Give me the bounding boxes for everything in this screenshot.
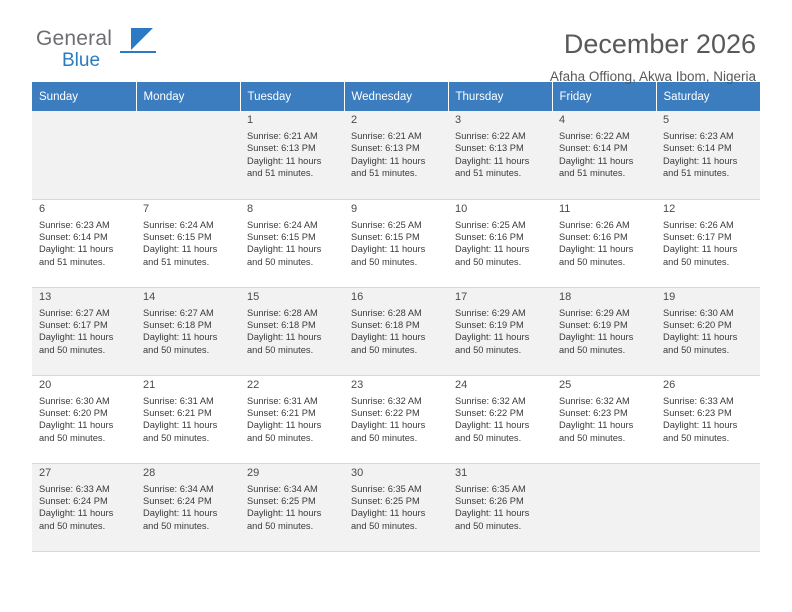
calendar-week-row — [32, 287, 760, 375]
day-info-line: Daylight: 11 hours — [663, 332, 738, 343]
calendar-day-cell[interactable] — [136, 375, 240, 463]
calendar-day-cell[interactable] — [552, 199, 656, 287]
day-info-line: Sunrise: 6:32 AM — [351, 395, 422, 406]
day-info-line: Sunset: 6:14 PM — [663, 143, 732, 154]
day-info-line: and 51 minutes. — [351, 168, 418, 179]
calendar-day-cell[interactable] — [344, 375, 448, 463]
day-number: 11 — [559, 202, 571, 215]
day-info-line: and 50 minutes. — [39, 432, 106, 443]
day-info-line: Daylight: 11 hours — [247, 508, 322, 519]
calendar-table — [32, 82, 760, 552]
calendar-week-row — [32, 199, 760, 287]
calendar-week-row — [32, 375, 760, 463]
day-number: 9 — [351, 202, 358, 215]
day-info-line: and 50 minutes. — [559, 256, 626, 267]
day-sun-info — [143, 307, 234, 357]
day-info-line: Daylight: 11 hours — [351, 508, 426, 519]
calendar-day-cell[interactable] — [32, 199, 136, 287]
day-sun-info — [143, 483, 234, 533]
day-info-line: and 50 minutes. — [663, 256, 730, 267]
day-info-line: Sunrise: 6:28 AM — [351, 307, 422, 318]
day-sun-info — [39, 307, 130, 357]
logo-underline — [120, 51, 156, 53]
day-info-line: Daylight: 11 hours — [351, 244, 426, 255]
day-info-line: and 50 minutes. — [247, 256, 314, 267]
day-number: 31 — [455, 466, 468, 479]
day-info-line: Daylight: 11 hours — [247, 420, 322, 431]
day-number: 28 — [143, 466, 156, 479]
day-info-line: Sunset: 6:18 PM — [143, 319, 212, 330]
day-info-line: Sunrise: 6:34 AM — [143, 483, 214, 494]
day-info-line: Sunset: 6:23 PM — [559, 407, 628, 418]
day-number: 21 — [143, 378, 156, 391]
day-number: 23 — [351, 378, 364, 391]
day-number: 6 — [39, 202, 46, 215]
calendar-day-cell[interactable] — [240, 463, 344, 551]
day-info-line: Sunset: 6:25 PM — [351, 495, 420, 506]
calendar-day-cell[interactable] — [656, 287, 760, 375]
day-info-line: and 50 minutes. — [351, 432, 418, 443]
day-info-line: Daylight: 11 hours — [247, 244, 322, 255]
day-info-line: Sunrise: 6:33 AM — [39, 483, 110, 494]
day-info-line: Daylight: 11 hours — [351, 420, 426, 431]
calendar-day-cell[interactable] — [240, 111, 344, 199]
day-info-line: Sunrise: 6:30 AM — [39, 395, 110, 406]
day-sun-info — [559, 130, 650, 180]
day-info-line: Daylight: 11 hours — [455, 420, 530, 431]
day-number: 17 — [455, 290, 468, 303]
day-info-line: Sunrise: 6:23 AM — [39, 219, 110, 230]
day-sun-info — [247, 219, 338, 269]
weekday-header-friday: Friday — [552, 82, 656, 111]
day-info-line: Sunrise: 6:25 AM — [455, 219, 526, 230]
day-sun-info — [39, 219, 130, 269]
calendar-empty-cell — [32, 111, 136, 199]
day-info-line: Sunrise: 6:34 AM — [247, 483, 318, 494]
day-number: 24 — [455, 378, 468, 391]
day-info-line: Sunset: 6:15 PM — [143, 231, 212, 242]
day-number: 16 — [351, 290, 364, 303]
calendar-day-cell[interactable] — [32, 463, 136, 551]
day-number: 5 — [663, 114, 670, 126]
day-number: 22 — [247, 378, 260, 391]
day-sun-info — [247, 307, 338, 357]
day-info-line: Daylight: 11 hours — [559, 244, 634, 255]
day-info-line: and 50 minutes. — [663, 344, 730, 355]
day-info-line: Daylight: 11 hours — [143, 508, 218, 519]
day-info-line: Daylight: 11 hours — [559, 332, 634, 343]
day-sun-info — [455, 130, 546, 180]
day-info-line: Sunrise: 6:27 AM — [39, 307, 110, 318]
day-info-line: Sunset: 6:16 PM — [559, 231, 628, 242]
logo-general-text: General — [36, 27, 113, 50]
calendar-day-cell[interactable] — [240, 199, 344, 287]
day-info-line: Sunrise: 6:21 AM — [247, 131, 318, 141]
calendar-day-cell[interactable] — [344, 463, 448, 551]
day-info-line: and 50 minutes. — [39, 344, 106, 355]
day-sun-info — [663, 130, 754, 180]
calendar-body — [32, 111, 760, 551]
day-info-line: and 50 minutes. — [663, 432, 730, 443]
day-sun-info — [351, 307, 442, 357]
day-info-line: Sunset: 6:13 PM — [247, 143, 316, 154]
day-number: 1 — [247, 114, 254, 126]
day-info-line: Sunrise: 6:29 AM — [559, 307, 630, 318]
calendar-day-cell[interactable] — [656, 199, 760, 287]
day-info-line: and 51 minutes. — [143, 256, 210, 267]
day-info-line: and 50 minutes. — [351, 256, 418, 267]
day-info-line: Sunset: 6:17 PM — [39, 319, 108, 330]
day-number: 15 — [247, 290, 260, 303]
calendar-day-cell[interactable] — [656, 375, 760, 463]
weekday-header-wednesday: Wednesday — [344, 82, 448, 111]
calendar-day-cell[interactable] — [344, 287, 448, 375]
day-info-line: and 50 minutes. — [351, 344, 418, 355]
day-sun-info — [39, 395, 130, 445]
day-info-line: Daylight: 11 hours — [143, 332, 218, 343]
day-info-line: Sunset: 6:18 PM — [247, 319, 316, 330]
day-sun-info — [247, 130, 338, 180]
day-info-line: Sunset: 6:14 PM — [559, 143, 628, 154]
day-number: 19 — [663, 290, 676, 303]
day-info-line: Daylight: 11 hours — [455, 332, 530, 343]
day-info-line: Daylight: 11 hours — [455, 508, 530, 519]
calendar-day-cell[interactable] — [136, 287, 240, 375]
day-info-line: Sunset: 6:20 PM — [663, 319, 732, 330]
day-info-line: Sunset: 6:17 PM — [663, 231, 732, 242]
day-info-line: and 50 minutes. — [455, 344, 522, 355]
day-info-line: Daylight: 11 hours — [351, 332, 426, 343]
day-info-line: Daylight: 11 hours — [39, 244, 114, 255]
page-header — [32, 0, 760, 84]
day-info-line: Sunrise: 6:26 AM — [559, 219, 630, 230]
day-info-line: Sunrise: 6:35 AM — [351, 483, 422, 494]
day-info-line: Sunrise: 6:22 AM — [455, 131, 526, 141]
day-info-line: Daylight: 11 hours — [39, 420, 114, 431]
day-info-line: Daylight: 11 hours — [351, 155, 426, 166]
day-number: 30 — [351, 466, 364, 479]
day-number: 12 — [663, 202, 676, 215]
day-number: 20 — [39, 378, 52, 391]
calendar-day-cell[interactable] — [32, 287, 136, 375]
calendar-empty-cell — [136, 111, 240, 199]
day-info-line: Sunrise: 6:26 AM — [663, 219, 734, 230]
day-number: 14 — [143, 290, 156, 303]
day-info-line: Sunset: 6:13 PM — [455, 143, 524, 154]
calendar-day-cell[interactable] — [448, 463, 552, 551]
day-info-line: and 50 minutes. — [559, 344, 626, 355]
day-sun-info — [351, 219, 442, 269]
day-sun-info — [39, 483, 130, 533]
day-info-line: and 50 minutes. — [247, 432, 314, 443]
day-info-line: Sunrise: 6:32 AM — [455, 395, 526, 406]
day-info-line: Daylight: 11 hours — [559, 155, 634, 166]
day-sun-info — [663, 307, 754, 357]
day-info-line: Sunset: 6:16 PM — [455, 231, 524, 242]
day-sun-info — [455, 483, 546, 533]
day-info-line: and 51 minutes. — [455, 168, 522, 179]
day-info-line: Sunrise: 6:33 AM — [663, 395, 734, 406]
day-sun-info — [351, 483, 442, 533]
day-number: 26 — [663, 378, 676, 391]
day-info-line: and 50 minutes. — [247, 520, 314, 531]
calendar-day-cell[interactable] — [552, 375, 656, 463]
day-info-line: Daylight: 11 hours — [143, 244, 218, 255]
day-info-line: Daylight: 11 hours — [247, 155, 322, 166]
day-info-line: Daylight: 11 hours — [39, 332, 114, 343]
day-info-line: Sunset: 6:19 PM — [455, 319, 524, 330]
day-info-line: Sunrise: 6:27 AM — [143, 307, 214, 318]
calendar-day-cell[interactable] — [448, 111, 552, 199]
calendar-week-row — [32, 463, 760, 551]
weekday-header-thursday: Thursday — [448, 82, 552, 111]
day-info-line: and 50 minutes. — [559, 432, 626, 443]
day-sun-info — [663, 395, 754, 445]
day-info-line: Sunset: 6:24 PM — [143, 495, 212, 506]
day-info-line: Sunset: 6:24 PM — [39, 495, 108, 506]
weekday-header-sunday: Sunday — [32, 82, 136, 111]
title-block — [550, 28, 760, 85]
day-number: 7 — [143, 202, 150, 215]
day-sun-info — [559, 219, 650, 269]
calendar-day-cell[interactable] — [240, 375, 344, 463]
day-info-line: Sunrise: 6:35 AM — [455, 483, 526, 494]
day-info-line: Sunrise: 6:22 AM — [559, 131, 630, 141]
calendar-day-cell[interactable] — [344, 199, 448, 287]
day-info-line: Sunset: 6:14 PM — [39, 231, 108, 242]
calendar-week-row — [32, 111, 760, 199]
day-info-line: Sunrise: 6:28 AM — [247, 307, 318, 318]
weekday-header-tuesday: Tuesday — [240, 82, 344, 111]
day-info-line: Sunset: 6:19 PM — [559, 319, 628, 330]
day-info-line: and 50 minutes. — [455, 432, 522, 443]
day-info-line: and 50 minutes. — [247, 344, 314, 355]
day-info-line: Sunrise: 6:24 AM — [143, 219, 214, 230]
day-info-line: Daylight: 11 hours — [559, 420, 634, 431]
day-info-line: Sunset: 6:15 PM — [247, 231, 316, 242]
location-subtitle: Afaha Offiong, Akwa Ibom, Nigeria — [549, 69, 756, 84]
day-info-line: Sunset: 6:18 PM — [351, 319, 420, 330]
day-info-line: and 51 minutes. — [559, 168, 626, 179]
day-info-line: Sunrise: 6:29 AM — [455, 307, 526, 318]
day-info-line: and 50 minutes. — [455, 520, 522, 531]
day-number: 3 — [455, 114, 462, 126]
day-info-line: and 51 minutes. — [247, 168, 314, 179]
day-info-line: Sunset: 6:13 PM — [351, 143, 420, 154]
weekday-header-row — [32, 82, 760, 111]
day-info-line: and 51 minutes. — [663, 168, 730, 179]
day-sun-info — [351, 395, 442, 445]
calendar-day-cell[interactable] — [136, 199, 240, 287]
day-info-line: and 50 minutes. — [143, 344, 210, 355]
day-info-line: Sunset: 6:23 PM — [663, 407, 732, 418]
day-number: 27 — [39, 466, 52, 479]
day-info-line: Sunset: 6:20 PM — [39, 407, 108, 418]
day-sun-info — [351, 130, 442, 180]
day-info-line: Sunrise: 6:21 AM — [351, 131, 422, 141]
day-sun-info — [663, 219, 754, 269]
day-info-line: Sunset: 6:26 PM — [455, 495, 524, 506]
day-info-line: Daylight: 11 hours — [663, 155, 738, 166]
day-number: 10 — [455, 202, 468, 215]
day-info-line: Sunrise: 6:30 AM — [663, 307, 734, 318]
day-info-line: Sunset: 6:22 PM — [351, 407, 420, 418]
day-info-line: and 50 minutes. — [143, 432, 210, 443]
day-number: 18 — [559, 290, 572, 303]
day-info-line: Sunset: 6:21 PM — [143, 407, 212, 418]
day-info-line: Daylight: 11 hours — [247, 332, 322, 343]
day-info-line: Sunrise: 6:25 AM — [351, 219, 422, 230]
day-info-line: Daylight: 11 hours — [455, 244, 530, 255]
logo-blue-text: Blue — [62, 50, 101, 71]
day-info-line: Daylight: 11 hours — [455, 155, 530, 166]
day-info-line: and 50 minutes. — [39, 520, 106, 531]
weekday-header-monday: Monday — [136, 82, 240, 111]
day-info-line: Daylight: 11 hours — [143, 420, 218, 431]
day-number: 8 — [247, 202, 254, 215]
calendar-day-cell[interactable] — [240, 287, 344, 375]
day-info-line: Daylight: 11 hours — [39, 508, 114, 519]
calendar-day-cell[interactable] — [656, 111, 760, 199]
day-sun-info — [247, 395, 338, 445]
calendar-day-cell[interactable] — [448, 287, 552, 375]
day-number: 2 — [351, 114, 358, 126]
calendar-day-cell[interactable] — [552, 287, 656, 375]
calendar-day-cell[interactable] — [448, 199, 552, 287]
calendar-day-cell[interactable] — [448, 375, 552, 463]
logo — [32, 28, 236, 78]
day-sun-info — [455, 307, 546, 357]
day-info-line: Daylight: 11 hours — [663, 420, 738, 431]
day-number: 13 — [39, 290, 52, 303]
day-info-line: and 50 minutes. — [143, 520, 210, 531]
day-info-line: and 50 minutes. — [351, 520, 418, 531]
page-title: December 2026 — [563, 29, 756, 59]
day-info-line: Sunrise: 6:31 AM — [247, 395, 318, 406]
day-sun-info — [143, 395, 234, 445]
day-sun-info — [247, 483, 338, 533]
day-info-line: Sunset: 6:15 PM — [351, 231, 420, 242]
day-info-line: and 50 minutes. — [455, 256, 522, 267]
calendar-day-cell[interactable] — [136, 463, 240, 551]
day-info-line: and 51 minutes. — [39, 256, 106, 267]
day-number: 29 — [247, 466, 260, 479]
day-info-line: Sunrise: 6:23 AM — [663, 131, 734, 141]
day-info-line: Sunrise: 6:31 AM — [143, 395, 214, 406]
day-sun-info — [559, 395, 650, 445]
day-number: 25 — [559, 378, 572, 391]
calendar-day-cell[interactable] — [552, 111, 656, 199]
weekday-header-saturday: Saturday — [656, 82, 760, 111]
day-info-line: Sunset: 6:22 PM — [455, 407, 524, 418]
day-sun-info — [559, 307, 650, 357]
day-info-line: Sunrise: 6:32 AM — [559, 395, 630, 406]
calendar-day-cell[interactable] — [32, 375, 136, 463]
day-sun-info — [455, 395, 546, 445]
calendar-empty-cell — [656, 463, 760, 551]
day-number: 4 — [559, 114, 566, 126]
calendar-empty-cell — [552, 463, 656, 551]
day-info-line: Sunset: 6:21 PM — [247, 407, 316, 418]
day-info-line: Daylight: 11 hours — [663, 244, 738, 255]
day-info-line: Sunrise: 6:24 AM — [247, 219, 318, 230]
day-sun-info — [143, 219, 234, 269]
day-sun-info — [455, 219, 546, 269]
flag-icon — [131, 28, 153, 50]
day-info-line: Sunset: 6:25 PM — [247, 495, 316, 506]
calendar-day-cell[interactable] — [344, 111, 448, 199]
